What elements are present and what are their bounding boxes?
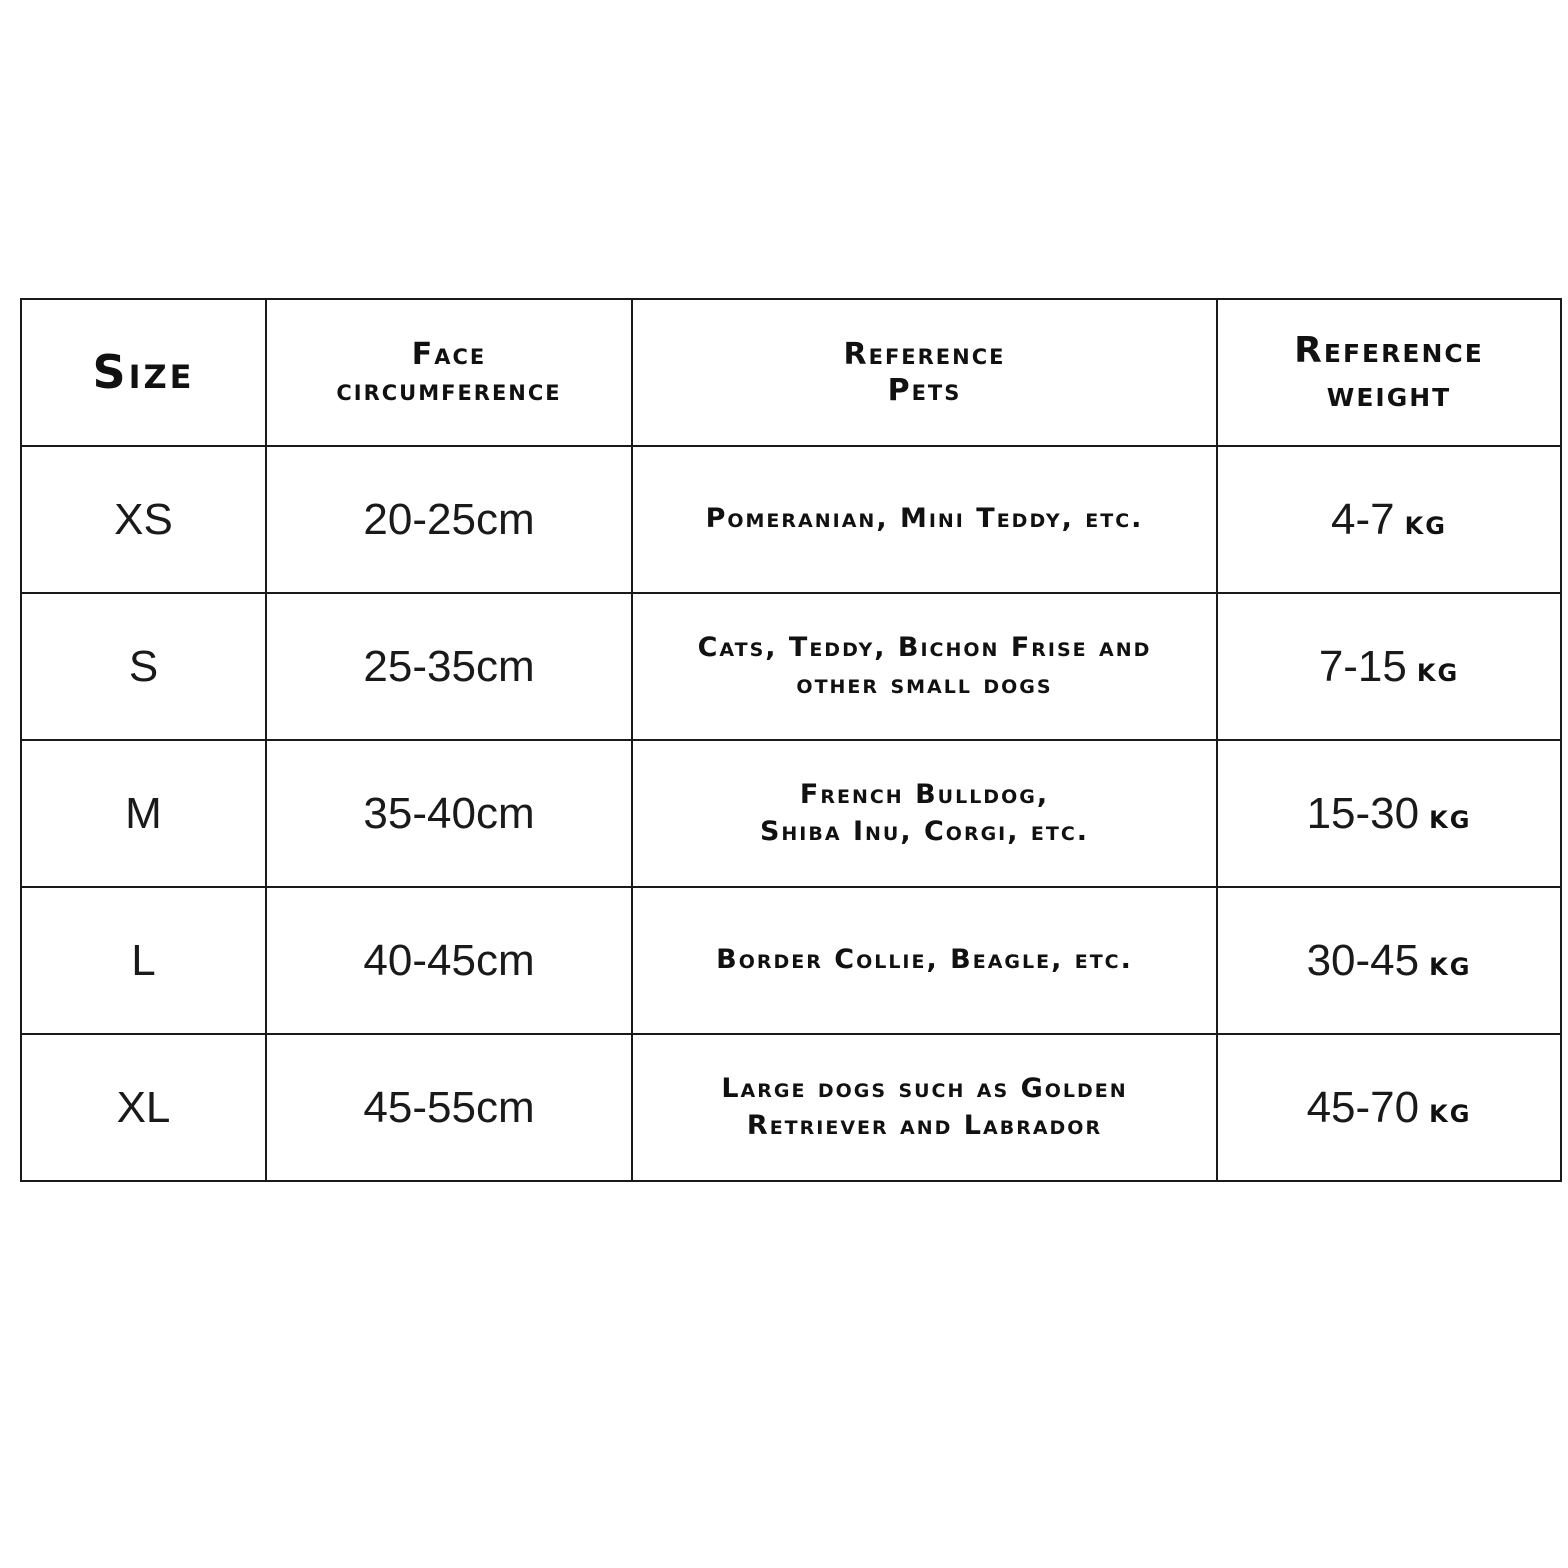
weight-unit: kg (1429, 1090, 1472, 1131)
weight-cell (1217, 887, 1561, 1034)
face-cell (266, 887, 632, 1034)
pets-cell (632, 593, 1217, 740)
table-row (21, 740, 1561, 887)
weight-unit: kg (1416, 649, 1460, 690)
face-value: 45-55cm (363, 1082, 535, 1132)
table-row (21, 593, 1561, 740)
face-cell (266, 446, 632, 593)
size-cell (21, 446, 266, 593)
pets-cell (632, 740, 1217, 887)
header-weight-line2: weight (1326, 373, 1452, 415)
table-row (21, 446, 1561, 593)
header-pets-line2: Pets (887, 372, 962, 408)
pets-line1: Large dogs such as Golden (721, 1073, 1128, 1105)
face-value: 20-25cm (363, 494, 535, 544)
size-value: S (128, 641, 159, 691)
size-cell (21, 1034, 266, 1181)
pets-cell (632, 1034, 1217, 1181)
weight-cell (1217, 740, 1561, 887)
header-weight-line1: Reference (1294, 330, 1484, 372)
face-cell (266, 593, 632, 740)
weight-unit: kg (1429, 943, 1472, 984)
face-value: 40-45cm (363, 935, 535, 985)
header-face-line2: circumference (336, 372, 562, 408)
weight-cell (1217, 593, 1561, 740)
weight-value: 30-45 (1306, 935, 1420, 985)
size-value: M (125, 788, 162, 838)
size-cell (21, 593, 266, 740)
pets-line1: Border Collie, Beagle, etc. (716, 944, 1133, 976)
header-reference-weight (1217, 299, 1561, 446)
header-pets-line1: Reference (843, 336, 1006, 372)
size-value: XL (116, 1082, 171, 1132)
pets-line1: Pomeranian, Mini Teddy, etc. (705, 503, 1144, 535)
pets-line2: other small dogs (796, 668, 1053, 700)
weight-unit: kg (1404, 502, 1447, 543)
header-reference-pets (632, 299, 1217, 446)
table-row (21, 887, 1561, 1034)
size-cell (21, 740, 266, 887)
size-value: XS (114, 494, 173, 544)
header-size (21, 299, 266, 446)
face-cell (266, 1034, 632, 1181)
table-row (21, 1034, 1561, 1181)
face-value: 35-40cm (363, 788, 535, 838)
face-cell (266, 740, 632, 887)
header-row (21, 299, 1561, 446)
pets-cell (632, 887, 1217, 1034)
pets-line2: Retriever and Labrador (746, 1109, 1103, 1141)
pets-line1: French Bulldog, (799, 779, 1050, 811)
size-cell (21, 887, 266, 1034)
header-face-circumference (266, 299, 632, 446)
pets-line1: Cats, Teddy, Bichon Frise and (697, 632, 1152, 664)
weight-value: 45-70 (1306, 1082, 1420, 1132)
weight-value: 4-7 (1331, 494, 1395, 544)
size-chart-table (20, 298, 1562, 1182)
header-face-line1: Face (411, 336, 487, 372)
weight-value: 7-15 (1318, 641, 1407, 691)
weight-cell (1217, 1034, 1561, 1181)
weight-unit: kg (1429, 796, 1472, 837)
header-size-label: Size (92, 344, 195, 399)
weight-value: 15-30 (1306, 788, 1420, 838)
pets-line2: Shiba Inu, Corgi, etc. (759, 815, 1090, 847)
face-value: 25-35cm (363, 641, 535, 691)
weight-cell (1217, 446, 1561, 593)
pets-cell (632, 446, 1217, 593)
size-value: L (131, 935, 156, 985)
